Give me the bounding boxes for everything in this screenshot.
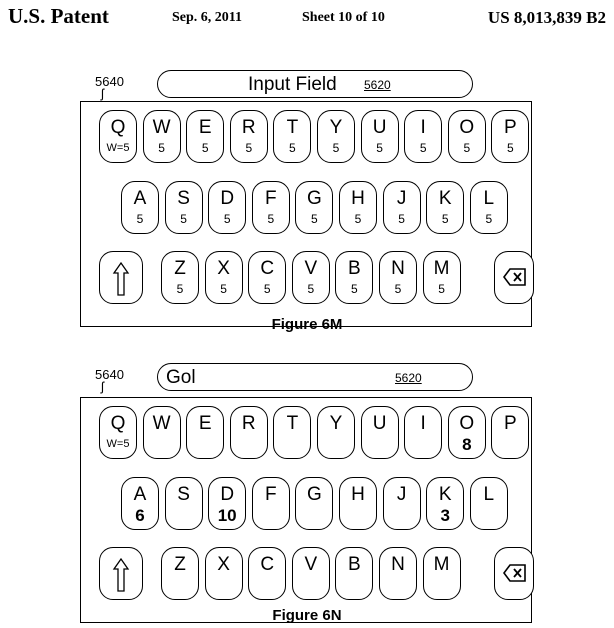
- key-weight: W=5: [106, 438, 130, 450]
- key-weight: 5: [351, 282, 358, 296]
- keyboard-ref-label: 5640: [95, 367, 124, 382]
- key-weight: 6: [135, 506, 145, 525]
- key-s[interactable]: [165, 477, 203, 530]
- key-weight: 5: [180, 212, 187, 226]
- key-weight: 5: [220, 282, 227, 296]
- key-x[interactable]: [205, 547, 243, 600]
- key-letter: Z: [174, 554, 186, 575]
- key-letter: R: [241, 117, 256, 138]
- input-field-label: Input Field: [248, 74, 337, 95]
- key-letter: M: [433, 554, 450, 575]
- key-letter: C: [260, 258, 275, 279]
- key-letter: H: [351, 188, 365, 209]
- key-weight: 5: [507, 141, 514, 155]
- key-r[interactable]: [230, 406, 268, 459]
- key-letter: G: [307, 188, 322, 209]
- key-letter: C: [260, 554, 275, 575]
- key-letter: V: [304, 258, 318, 279]
- ref-leader-mark: ʃ: [101, 379, 104, 394]
- key-letter: J: [396, 484, 407, 505]
- key-o[interactable]: [448, 406, 486, 459]
- key-letter: S: [177, 188, 190, 209]
- key-t[interactable]: [273, 406, 311, 459]
- key-letter: X: [217, 258, 230, 279]
- patent-title: U.S. Patent: [8, 4, 109, 28]
- figure-caption: Figure 6N: [272, 607, 342, 624]
- key-weight: 5: [438, 282, 445, 296]
- key-letter: S: [177, 484, 190, 505]
- key-letter: B: [348, 554, 361, 575]
- key-letter: D: [220, 188, 235, 209]
- key-q[interactable]: [99, 406, 137, 459]
- key-weight: 5: [394, 282, 402, 296]
- key-p[interactable]: [491, 406, 529, 459]
- key-weight: 5: [332, 141, 340, 155]
- key-letter: A: [133, 188, 147, 209]
- key-weight: 5: [441, 212, 449, 226]
- key-letter: D: [220, 484, 235, 505]
- key-weight: 5: [223, 212, 231, 226]
- key-e[interactable]: [186, 406, 224, 459]
- key-c[interactable]: [248, 547, 286, 600]
- input-field-ref: 5620: [364, 78, 391, 92]
- key-letter: K: [438, 484, 452, 505]
- key-letter: T: [286, 413, 299, 434]
- key-weight: 5: [463, 141, 471, 155]
- patent-number: US 8,013,839 B2: [487, 8, 606, 27]
- key-letter: E: [198, 117, 212, 138]
- key-weight: W=5: [106, 142, 130, 154]
- key-f[interactable]: [252, 477, 290, 530]
- key-weight: 5: [176, 282, 184, 296]
- key-weight: 5: [267, 212, 275, 226]
- input-field-text: Gol: [166, 367, 196, 388]
- key-letter: J: [396, 188, 407, 209]
- key-weight: 5: [245, 141, 253, 155]
- key-letter: Y: [329, 413, 343, 434]
- shift-arrow-icon: [99, 547, 143, 600]
- key-letter: M: [433, 258, 450, 279]
- key-weight: 5: [263, 282, 271, 296]
- key-letter: H: [351, 484, 365, 505]
- key-letter: N: [391, 554, 405, 575]
- key-letter: Y: [329, 117, 343, 138]
- key-m[interactable]: [423, 547, 461, 600]
- input-field[interactable]: [157, 363, 473, 391]
- key-weight: 5: [398, 212, 405, 226]
- key-weight: 5: [158, 141, 165, 155]
- virtual-keyboard: [80, 397, 532, 623]
- key-b[interactable]: [335, 547, 373, 600]
- key-letter: V: [304, 554, 318, 575]
- key-w[interactable]: [143, 406, 181, 459]
- key-d[interactable]: [208, 477, 246, 530]
- key-letter: G: [307, 484, 322, 505]
- key-weight: 5: [136, 212, 144, 226]
- key-u[interactable]: [361, 406, 399, 459]
- key-letter: W: [152, 117, 171, 138]
- key-i[interactable]: [404, 406, 442, 459]
- key-weight: 5: [289, 141, 296, 155]
- input-field-ref: 5620: [395, 371, 422, 385]
- key-weight: 5: [201, 141, 209, 155]
- key-letter: L: [483, 188, 495, 209]
- figure-caption: Figure 6M: [271, 316, 343, 333]
- key-z[interactable]: [161, 547, 199, 600]
- key-letter: L: [483, 484, 495, 505]
- key-letter: P: [504, 413, 517, 434]
- key-weight: 5: [307, 282, 315, 296]
- key-k[interactable]: [426, 477, 464, 530]
- key-letter: W: [152, 413, 171, 434]
- key-letter: K: [438, 188, 452, 209]
- key-l[interactable]: [470, 477, 508, 530]
- key-g[interactable]: [295, 477, 333, 530]
- key-letter: Z: [174, 258, 186, 279]
- key-letter: Q: [110, 117, 126, 138]
- key-y[interactable]: [317, 406, 355, 459]
- key-weight: 5: [311, 212, 318, 226]
- key-weight: 5: [485, 212, 493, 226]
- key-letter: X: [217, 554, 230, 575]
- key-letter: I: [420, 117, 426, 138]
- key-weight: 5: [354, 212, 362, 226]
- keyboard-ref-label: 5640: [95, 74, 124, 89]
- sheet-number: Sheet 10 of 10: [302, 10, 385, 25]
- key-letter: F: [264, 188, 277, 209]
- key-letter: E: [198, 413, 212, 434]
- key-letter: N: [391, 258, 405, 279]
- key-letter: I: [420, 413, 426, 434]
- key-letter: U: [372, 117, 387, 138]
- key-letter: B: [348, 258, 361, 279]
- key-letter: F: [264, 484, 277, 505]
- ref-leader-mark: ʃ: [101, 86, 104, 101]
- key-letter: O: [459, 117, 475, 138]
- key-weight: 3: [440, 506, 450, 525]
- key-letter: T: [286, 117, 299, 138]
- key-weight: 5: [376, 141, 383, 155]
- backspace-icon: [494, 547, 534, 600]
- key-letter: P: [504, 117, 517, 138]
- key-letter: U: [372, 413, 387, 434]
- key-a[interactable]: [121, 477, 159, 530]
- key-n[interactable]: [379, 547, 417, 600]
- key-h[interactable]: [339, 477, 377, 530]
- key-v[interactable]: [292, 547, 330, 600]
- key-letter: R: [241, 413, 256, 434]
- backspace-key[interactable]: [494, 547, 534, 600]
- key-weight: 8: [462, 435, 472, 454]
- patent-date: Sep. 6, 2011: [172, 10, 243, 25]
- key-j[interactable]: [383, 477, 421, 530]
- key-weight: 10: [217, 506, 237, 525]
- key-weight: 5: [419, 141, 427, 155]
- key-letter: A: [133, 484, 147, 505]
- shift-key[interactable]: [99, 547, 143, 600]
- key-letter: O: [459, 413, 475, 434]
- key-letter: Q: [110, 413, 126, 434]
